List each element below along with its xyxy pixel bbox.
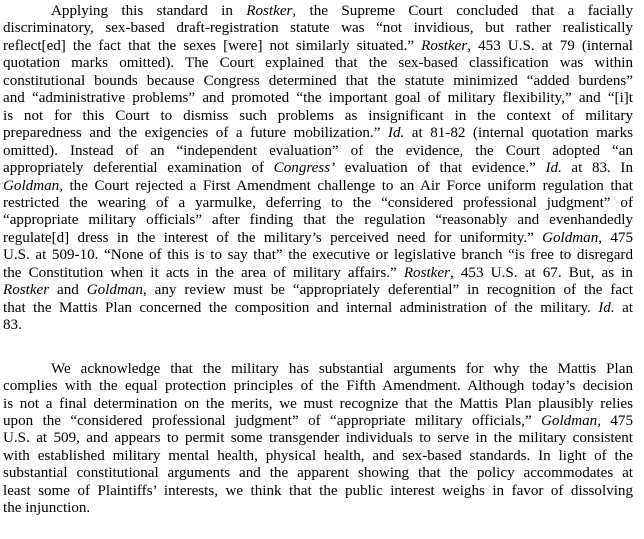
text-line: reflect[ed] the fact that the sexes [were] not similarly situated.” Rostker, 453 U.S. at 79 (internal	[3, 37, 633, 54]
text-line: restricted the wearing of a yarmulke, deferring to the “considered professional judgment” of	[3, 194, 633, 211]
text-line: is not for this Court to dismiss such problems as insignificant in the context of military	[3, 107, 633, 124]
text-line: that the Mattis Plan concerned the composition and internal administration of the military. Id. at	[3, 299, 633, 316]
paragraph-standard-of-review	[3, 3, 633, 335]
text-line: the Constitution when it acts in the area of military affairs.” Rostker, 453 U.S. at 67. But, as in	[3, 264, 633, 281]
text-line: constitutional bounds because Congress determined that the statute minimized “added burdens”	[3, 72, 633, 89]
text-line: preparedness and the exigencies of a future mobilization.” Id. at 81-82 (internal quotation marks	[3, 125, 633, 142]
text-line: 83.	[3, 317, 22, 334]
text-line: omitted). Instead of an “independent evaluation” of the evidence, the Court adopted “an	[3, 142, 633, 159]
text-line: U.S. at 509-10. “None of this is to say that” the executive or legislative branch “is free to disregard	[3, 247, 633, 264]
text-line: Rostker and Goldman, any review must be “appropriately deferential” in recognition of the fact	[3, 282, 633, 299]
text-line: substantial constitutional arguments and the apparent showing that the policy accommodates at	[3, 465, 633, 482]
text-line: Goldman, the Court rejected a First Amendment challenge to an Air Force uniform regulation that	[3, 177, 633, 194]
text-line: complies with the equal protection principles of the Fifth Amendment. Although today’s decision	[3, 378, 633, 395]
text-line: upon the “considered professional judgment” of “appropriate military officials,” Goldman, 475	[3, 412, 634, 429]
document-page	[3, 3, 633, 518]
text-line: U.S. at 509, and appears to permit some transgender individuals to serve in the military consistent	[3, 430, 633, 447]
text-line: “appropriate military officials” after finding that the regulation “reasonably and evenhandedly	[3, 212, 633, 229]
text-line: the injunction.	[3, 500, 91, 517]
text-line: is not a final determination on the merits, we must recognize that the Mattis Plan plausibly relies	[3, 395, 633, 412]
paragraph-public-interest	[3, 361, 633, 518]
text-line: quotation marks omitted). The Court explained that the sex-based classification was within	[3, 55, 633, 72]
text-line: and “administrative problems” and promoted “the important goal of military flexibility,” and “[i]t	[3, 90, 633, 107]
text-line: Applying this standard in Rostker, the Supreme Court concluded that a facially	[51, 3, 633, 19]
text-line: with established military mental health, physical health, and sex-based standards. In light of the	[3, 447, 633, 464]
text-line: We acknowledge that the military has substantial arguments for why the Mattis Plan	[51, 360, 633, 377]
text-line: regulate[d] dress in the interest of the military’s perceived need for uniformity.” Goldman, 475	[3, 229, 633, 246]
text-line: appropriately deferential examination of Congress’ evaluation of that evidence.” Id. at 83. In	[3, 160, 634, 177]
text-line: discriminatory, sex-based draft-registration statute was “not invidious, but rather realistically	[3, 20, 633, 37]
text-line: least some of Plaintiffs’ interests, we think that the public interest weighs in favor of dissolving	[3, 482, 633, 499]
